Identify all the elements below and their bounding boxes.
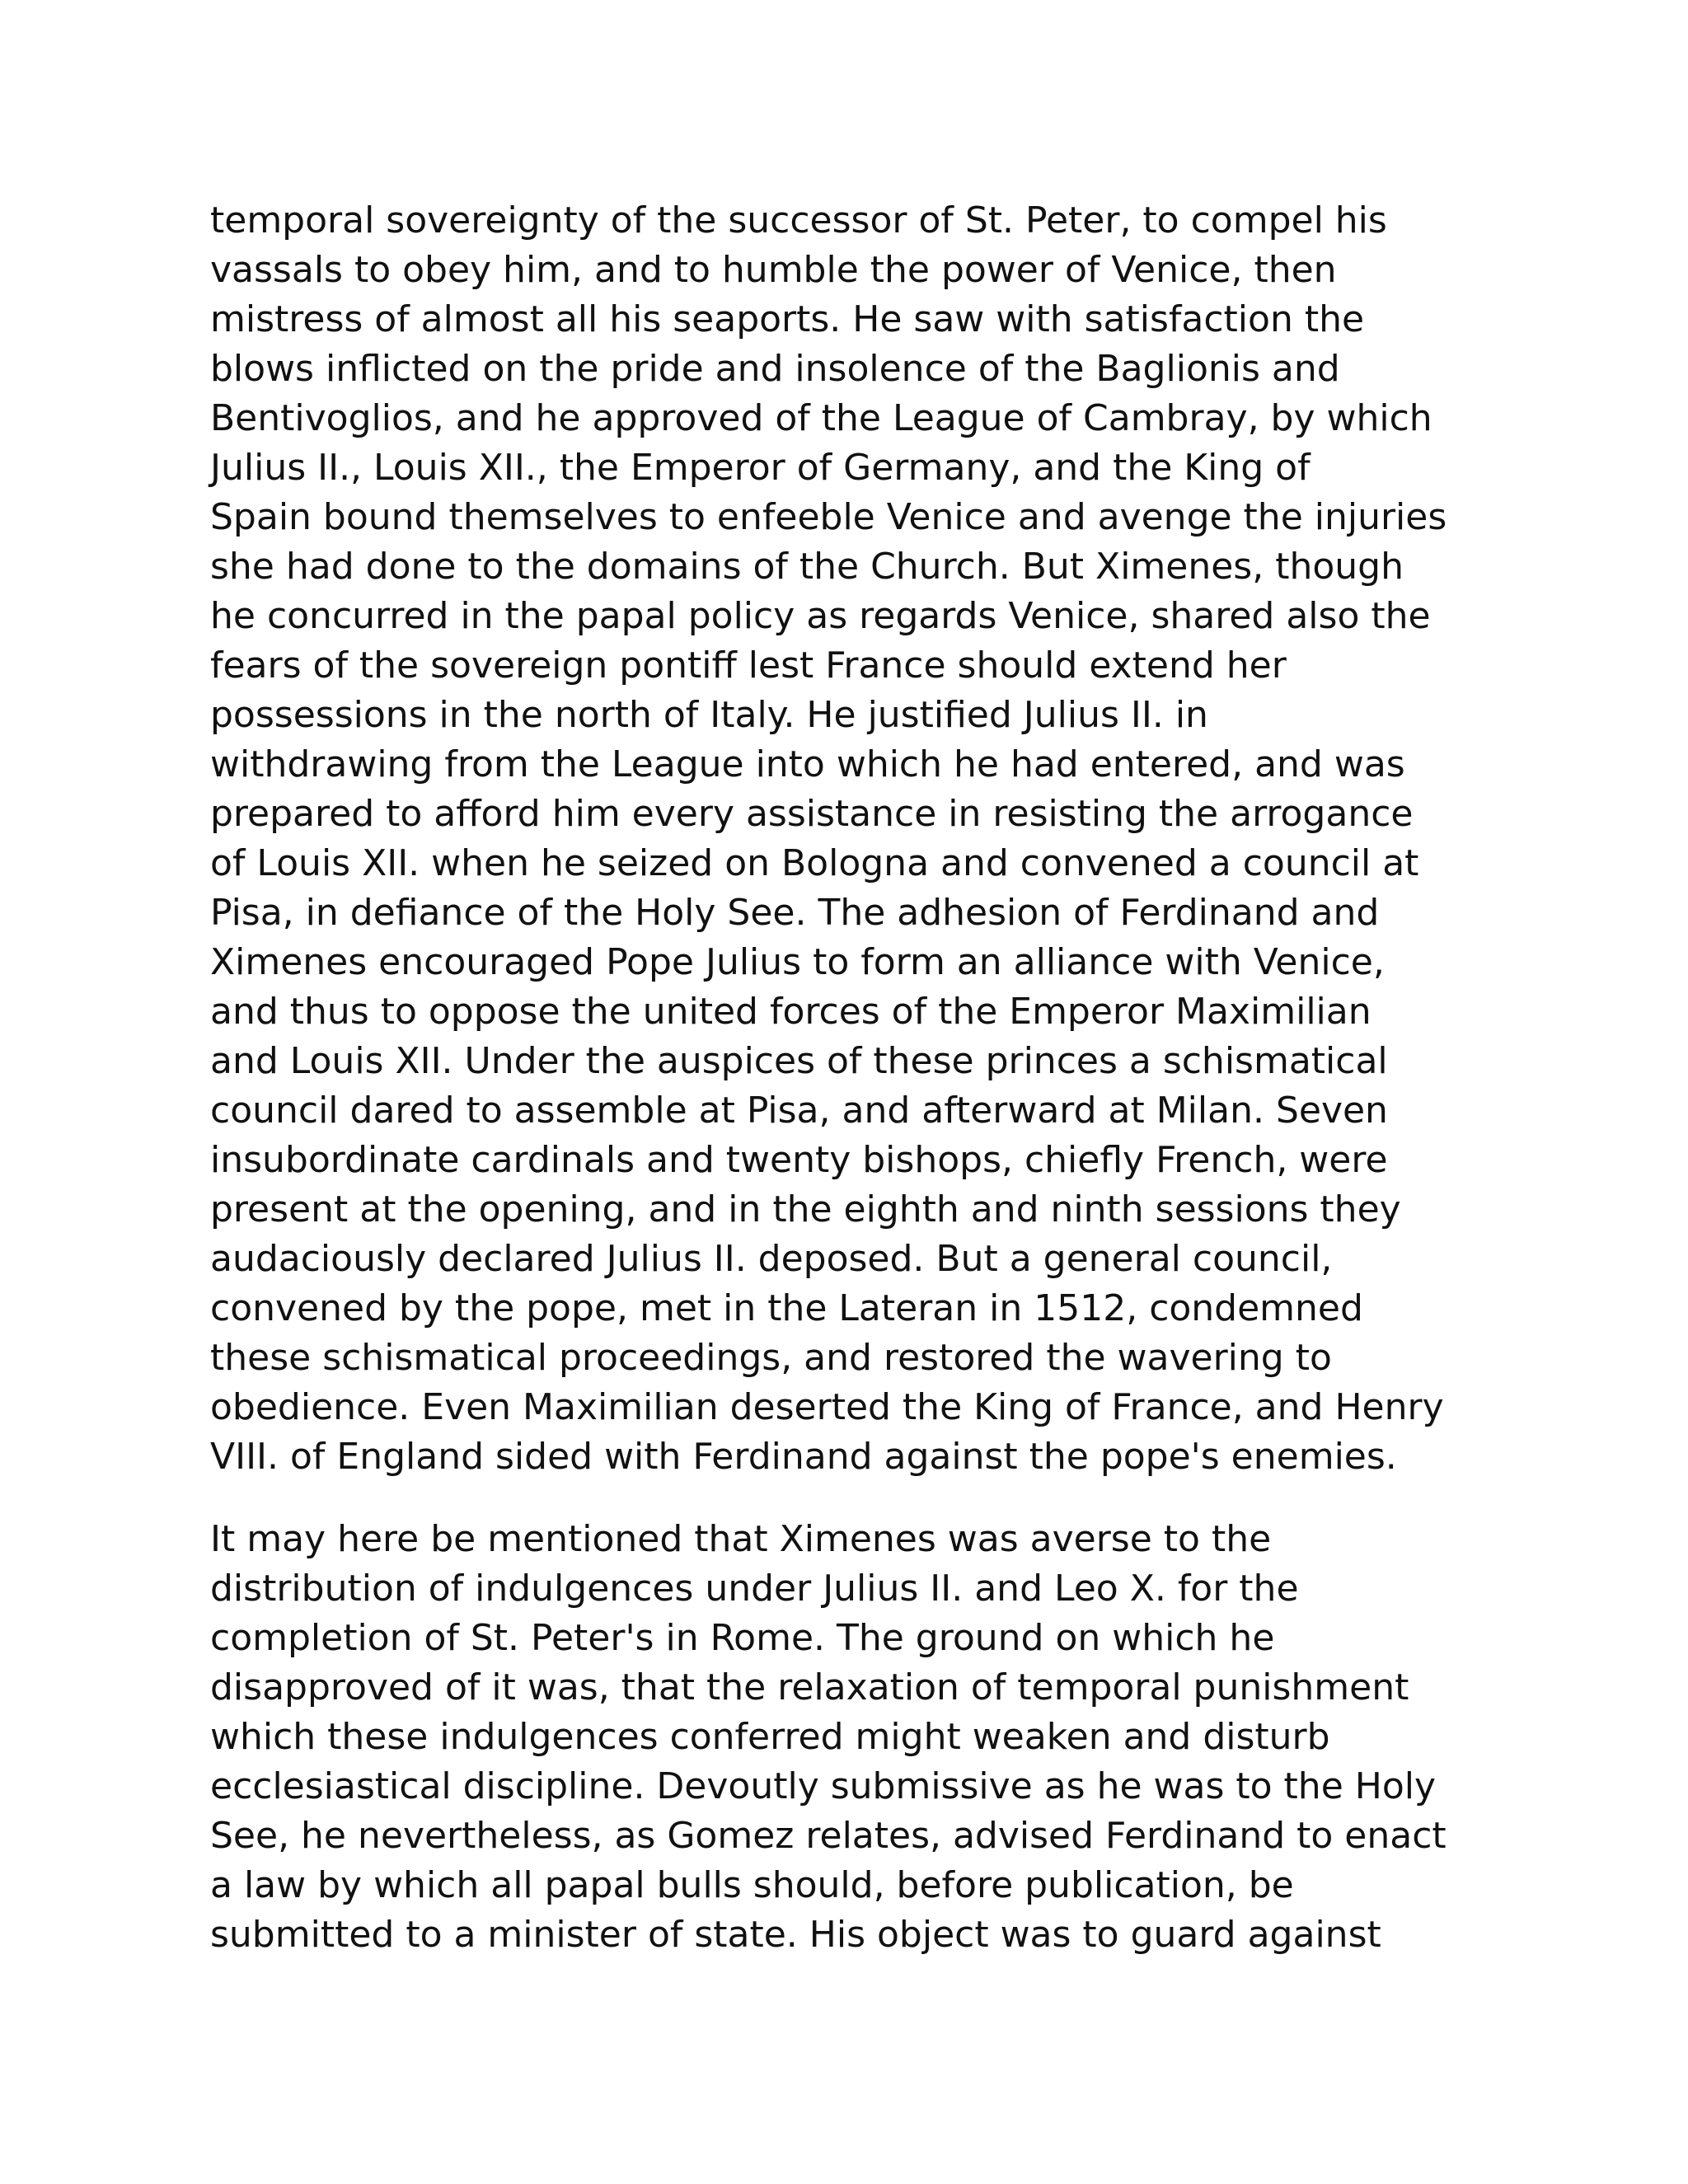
text-line: Bentivoglios, and he approved of the League of Cambray, by which — [210, 397, 1432, 439]
text-line: Julius II., Louis XII., the Emperor of Germany, and the King of — [210, 447, 1311, 489]
text-line: Ximenes encouraged Pope Julius to form an alliance with Venice, — [210, 941, 1385, 983]
text-line: It may here be mentioned that Ximenes was averse to the — [210, 1518, 1272, 1560]
text-line: prepared to afford him every assistance in resisting the arrogance — [210, 793, 1414, 835]
text-line: and thus to oppose the united forces of the Emperor Maximilian — [210, 991, 1372, 1033]
text-line: insubordinate cardinals and twenty bishops, chiefly French, were — [210, 1139, 1388, 1181]
text-line: she had done to the domains of the Church. But Ximenes, though — [210, 546, 1404, 588]
text-line: withdrawing from the League into which he had entered, and was — [210, 743, 1405, 785]
text-line: possessions in the north of Italy. He justified Julius II. in — [210, 694, 1208, 736]
text-line: mistress of almost all his seaports. He saw with satisfaction the — [210, 298, 1365, 340]
text-line: Pisa, in defiance of the Holy See. The adhesion of Ferdinand and — [210, 892, 1380, 934]
text-line: disapproved of it was, that the relaxation of temporal punishment — [210, 1666, 1409, 1708]
text-line: submitted to a minister of state. His object was to guard against — [210, 1914, 1381, 1956]
text-line: and Louis XII. Under the auspices of these princes a schismatical — [210, 1040, 1388, 1082]
paragraph-1 — [210, 196, 1496, 1482]
text-line: ecclesiastical discipline. Devoutly submissive as he was to the Holy — [210, 1765, 1437, 1807]
text-line: distribution of indulgences under Julius II. and Leo X. for the — [210, 1568, 1299, 1610]
text-line: temporal sovereignty of the successor of St. Peter, to compel his — [210, 199, 1387, 241]
text-line: which these indulgences conferred might weaken and disturb — [210, 1716, 1330, 1758]
text-line: fears of the sovereign pontiff lest France should extend her — [210, 644, 1287, 687]
text-line: VIII. of England sided with Ferdinand against the pope's enemies. — [210, 1436, 1397, 1478]
text-line: blows inflicted on the pride and insolence of the Baglionis and — [210, 348, 1340, 390]
text-line: present at the opening, and in the eighth and ninth sessions they — [210, 1188, 1401, 1230]
text-line: Spain bound themselves to enfeeble Venice and avenge the injuries — [210, 496, 1447, 538]
text-line: of Louis XII. when he seized on Bologna and convened a council at — [210, 842, 1419, 884]
text-line: a law by which all papal bulls should, before publication, be — [210, 1864, 1294, 1906]
text-line: convened by the pope, met in the Lateran in 1512, condemned — [210, 1287, 1363, 1329]
text-line: he concurred in the papal policy as regards Venice, shared also the — [210, 595, 1431, 637]
text-line: obedience. Even Maximilian deserted the King of France, and Henry — [210, 1386, 1444, 1428]
text-line: vassals to obey him, and to humble the power of Venice, then — [210, 249, 1337, 291]
text-line: these schismatical proceedings, and restored the wavering to — [210, 1337, 1332, 1379]
text-line: council dared to assemble at Pisa, and afterward at Milan. Seven — [210, 1090, 1388, 1132]
text-line: completion of St. Peter's in Rome. The ground on which he — [210, 1617, 1275, 1659]
text-line: See, he nevertheless, as Gomez relates, advised Ferdinand to enact — [210, 1815, 1447, 1857]
paragraph-2 — [210, 1515, 1496, 1960]
text-line: audaciously declared Julius II. deposed. But a general council, — [210, 1238, 1333, 1280]
